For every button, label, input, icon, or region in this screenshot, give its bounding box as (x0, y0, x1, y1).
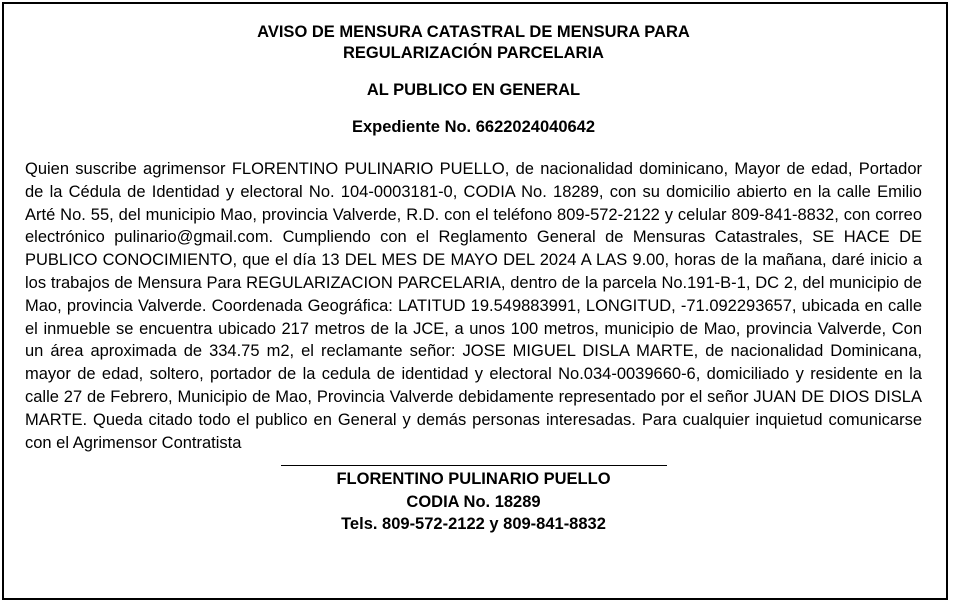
notice-title-line1: AVISO DE MENSURA CATASTRAL DE MENSURA PARA (257, 23, 690, 41)
notice-audience: AL PUBLICO EN GENERAL (366, 81, 581, 99)
notice-body: Quien suscribe agrimensor FLORENTINO PULINARIO PUELLO, de nacionalidad dominicano, Mayor de edad, Portador de la Cédula de Identidad y electoral No. 104-0003181-0, CODIA No. 18289, con su domicilio abierto en la calle Emilio Arté No. 55, del municipio Mao, provincia Valverde, R.D. con el teléfono 809-572-2122 y celular 809-841-8832, con correo electrónico pulinario@gmail.com. Cumpliendo con el Reglamento General de Mensuras Catastrales, SE HACE DE PUBLICO CONOCIMIENTO, que el día 13 DEL MES DE MAYO DEL 2024 A LAS 9.00, horas de la mañana, daré inicio a los trabajos de Mensura Para REGULARIZACION PARCELARIA, dentro de la parcela No.191-B-1, DC 2, del municipio de Mao, provincia Valverde. Coordenada Geográfica: LATITUD 19.549883991, LONGITUD, -71.092293657, ubicada en calle el inmueble se encuentra ubicado 217 metros de la JCE, a unos 100 metros, municipio de Mao, provincia Valverde, Con un área aproximada de 334.75 m2, el reclamante señor: JOSE MIGUEL DISLA MARTE, de nacionalidad Dominicana, mayor de edad, soltero, portador de la cedula de identidad y electoral No.034-0039660-6, domiciliado y residente en la calle 27 de Febrero, Municipio de Mao, Provincia Valverde debidamente representado por el señor JUAN DE DIOS DISLA MARTE. Queda citado todo el publico en General y demás personas interesadas. Para cualquier inquietud comunicarse con el Agrimensor Contratista (25, 160, 922, 452)
signature-name: FLORENTINO PULINARIO PUELLO (336, 470, 611, 489)
signature-block (25, 465, 922, 536)
notice-frame (2, 2, 948, 600)
signature-codia: CODIA No. 18289 (406, 492, 541, 511)
notice-title (25, 22, 922, 64)
signature-phones: Tels. 809-572-2122 y 809-841-8832 (341, 515, 606, 534)
file-number: Expediente No. 6622024040642 (351, 118, 596, 136)
notice-title-line2: REGULARIZACIÓN PARCELARIA (343, 44, 604, 62)
signature-line (281, 465, 667, 466)
